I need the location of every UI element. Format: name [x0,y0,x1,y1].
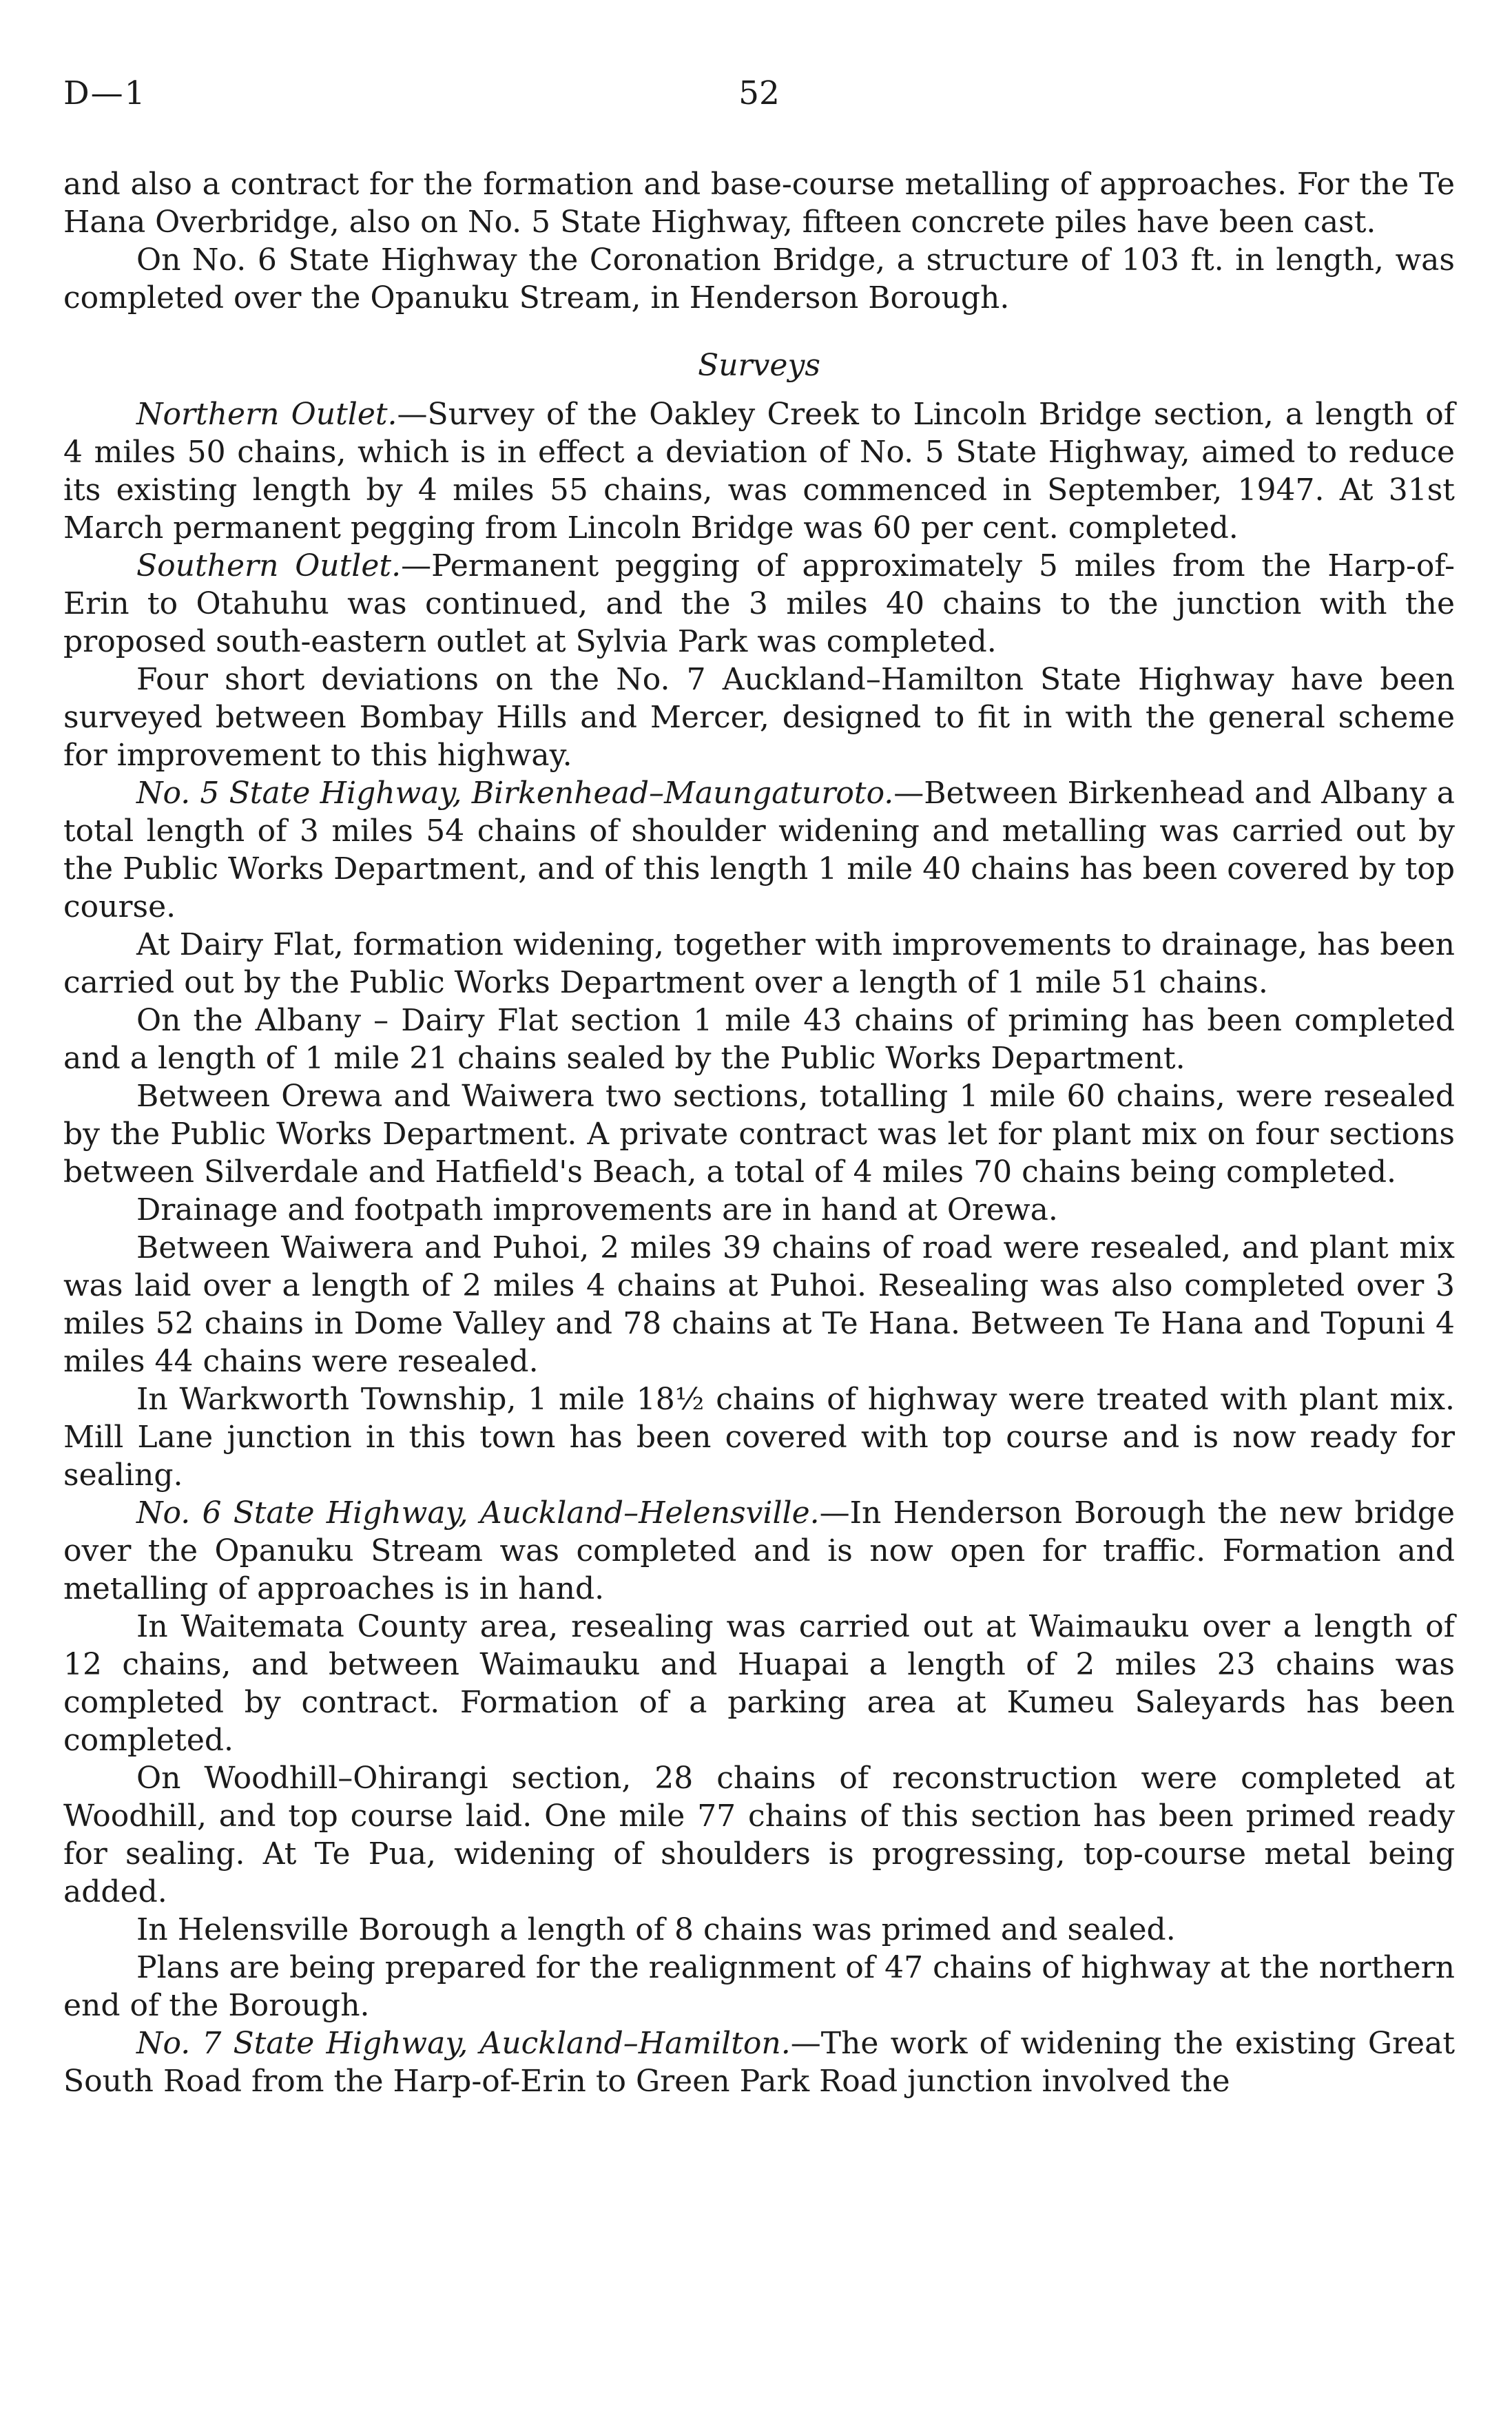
paragraph-northern-outlet [63,395,1455,547]
sh5-title: No. 5 State Highway, Birkenhead–Maungaturoto. [136,776,894,811]
paragraph-waiwera-puhoi: Between Waiwera and Puhoi, 2 miles 39 chains of road were resealed, and plant mix was laid over a length of 2 miles 4 chains at Puhoi. Resealing was also completed over 3 miles 52 chains in Dome Valley and 78 chains at Te Hana. Between Te Hana and Topuni 4 miles 44 chains were resealed. [63,1230,1455,1379]
paragraph-four-deviations: Four short deviations on the No. 7 Auckland–Hamilton State Highway have been surveyed between Bombay Hills and Mercer, designed to fit in with the general scheme for improvement to this highway. [63,662,1455,773]
southern-outlet-text: —Permanent pegging of approximately 5 miles from the Harp-of-Erin to Otahuhu was continued, and the 3 miles 40 chains to the junction with the proposed south-eastern outlet at Sylvia Park was completed. [63,548,1455,659]
paragraph-albany-dairy-flat: On the Albany – Dairy Flat section 1 mile 43 chains of priming has been completed and a length of 1 mile 21 chains sealed by the Public Works Department. [63,1003,1455,1076]
page-number: 52 [738,74,780,112]
page-header [63,74,1455,123]
paragraph-realignment: Plans are being prepared for the realignment of 47 chains of highway at the northern end of the Borough. [63,1950,1455,2023]
sh6-title: No. 6 State Highway, Auckland–Helensville. [136,1495,820,1531]
paragraph-woodhill: On Woodhill–Ohirangi section, 28 chains of reconstruction were completed at Woodhill, and top course laid. One mile 77 chains of this section has been primed ready for sealing. At Te Pua, widening of shoulders is progressing, top-course metal being added. [63,1761,1455,1909]
sh7-text: —The work of widening the existing Great South Road from the Harp-of-Erin to Green Park Road junction involved the [63,2026,1455,2099]
paragraph-sh7 [63,2024,1455,2100]
paragraph-southern-outlet [63,547,1455,661]
section-code: D—1 [63,74,147,112]
paragraph-waitemata: In Waitemata County area, resealing was carried out at Waimauku over a length of 12 chains, and between Waimauku and Huapai a length of 2 miles 23 chains was completed by contract. Formation of a parking area at Kumeu Saleyards has been completed. [63,1609,1455,1758]
paragraph-helensville: In Helensville Borough a length of 8 chains was primed and sealed. [136,1912,1176,1947]
sh5-text: —Between Birkenhead and Albany a total length of 3 miles 54 chains of shoulder widening and metalling was carried out by the Public Works Department, and of this length 1 mile 40 chains has been covered by top course. [63,776,1455,924]
southern-outlet-title: Southern Outlet. [136,548,402,583]
paragraph-coronation-bridge: On No. 6 State Highway the Coronation Bridge, a structure of 103 ft. in length, was completed over the Opanuku Stream, in Henderson Borough. [63,242,1455,315]
paragraph-warkworth: In Warkworth Township, 1 mile 18½ chains of highway were treated with plant mix. Mill Lane junction in this town has been covered with top course and is now ready for sealing. [63,1382,1455,1493]
northern-outlet-text: —Survey of the Oakley Creek to Lincoln Bridge section, a length of 4 miles 50 chains, which is in effect a deviation of No. 5 State Highway, aimed to reduce its existing length by 4 miles 55 chains, was commenced in September, 1947. At 31st March permanent pegging from Lincoln Bridge was 60 per cent. completed. [63,397,1456,546]
paragraph-orewa-drainage: Drainage and footpath improvements are in hand at Orewa. [136,1192,1058,1227]
northern-outlet-title: Northern Outlet. [136,397,397,432]
section-heading-surveys: Surveys [698,348,820,383]
paragraph-sh5 [63,774,1455,926]
body-text [63,165,1455,2100]
paragraph-sh6 [63,1494,1455,1608]
paragraph-dairy-flat: At Dairy Flat, formation widening, together with improvements to drainage, has been carried out by the Public Works Department over a length of 1 mile 51 chains. [63,927,1455,1000]
paragraph-continuation: and also a contract for the formation and base-course metalling of approaches. For the Te Hana Overbridge, also on No. 5 State Highway, fifteen concrete piles have been cast. [63,167,1455,240]
sh6-text: —In Henderson Borough the new bridge over the Opanuku Stream was completed and is now open for traffic. Formation and metalling of approaches is in hand. [63,1495,1455,1606]
sh7-title: No. 7 State Highway, Auckland–Hamilton. [136,2026,791,2061]
paragraph-orewa-waiwera: Between Orewa and Waiwera two sections, totalling 1 mile 60 chains, were resealed by the Public Works Department. A private contract was let for plant mix on four sections between Silverdale and Hatfield's Beach, a total of 4 miles 70 chains being completed. [63,1079,1455,1190]
